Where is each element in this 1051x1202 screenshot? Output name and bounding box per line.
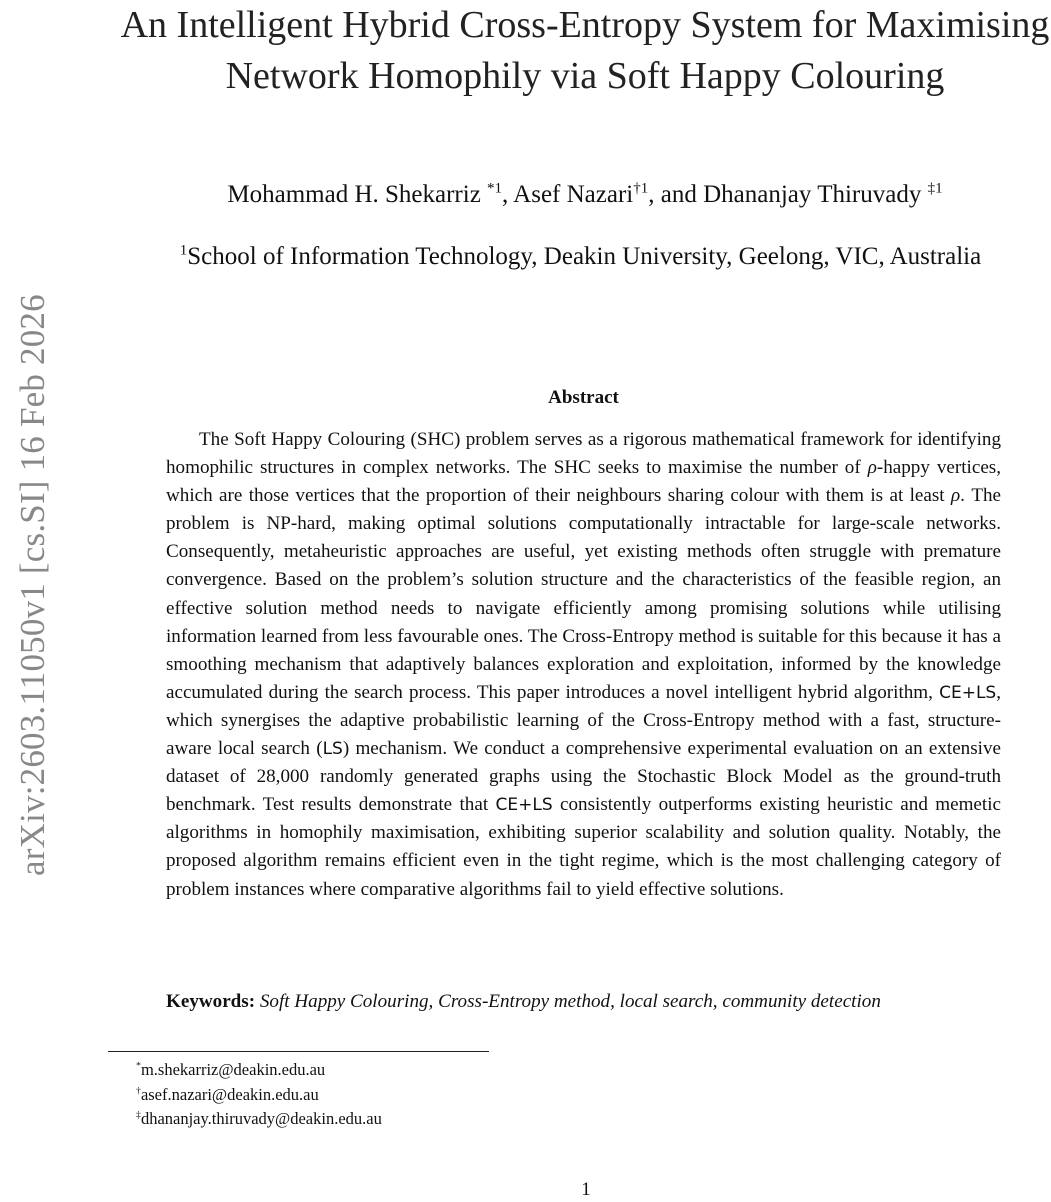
footnote-item — [136, 1058, 382, 1083]
algorithm-name: CE+LS — [495, 795, 553, 816]
footnote-mark: * — [136, 1060, 141, 1072]
paper-title: An Intelligent Hybrid Cross-Entropy System for Maximising Network Homophily via Soft Happy Colouring — [120, 4, 1050, 97]
abstract-segment: ) mechanism. We conduct a comprehensive experimental evaluation on an extensive dataset of 28,000 randomly generated graphs using the Stochastic Block Model as the ground-truth benchmark. Test results demonstrate that — [166, 738, 1001, 816]
footnote-item — [136, 1107, 382, 1132]
abstract-segment: consistently outperforms existing heuristic and memetic algorithms in homophily maximisation, exhibiting superior scalability and solution quality. Notably, the proposed algorithm remains efficient even in the tight regime, which is the most challenging category of problem instances where comparative algorithms fail to yield effective solutions. — [166, 794, 1001, 900]
footnote-email: m.shekarriz@deakin.edu.au — [140, 1060, 326, 1079]
author-name: Mohammad H. Shekarriz — [227, 181, 481, 208]
keywords-line — [166, 988, 1001, 1016]
author-name: Asef Nazari — [513, 181, 634, 208]
abstract-text — [166, 426, 1001, 904]
abstract-segment: -happy vertices, which are those vertices that the proportion of their neighbours sharing colour with them is at least — [166, 457, 1002, 507]
abstract-heading: Abstract — [548, 387, 619, 408]
footnote-mark: † — [136, 1085, 141, 1096]
footnotes — [136, 1058, 382, 1132]
author-footnote-mark: †1 — [633, 180, 649, 197]
author-name: Dhananjay Thiruvady — [703, 181, 922, 208]
arxiv-identifier-stamp: arXiv:2603.11050v1 [cs.SI] 16 Feb 2026 — [13, 294, 52, 876]
rho-symbol: ρ — [951, 485, 961, 507]
keywords-label: Keywords: — [166, 991, 256, 1012]
affiliation-mark: 1 — [179, 242, 188, 259]
footnote-email: asef.nazari@deakin.edu.au — [140, 1084, 319, 1104]
abstract-segment: The Soft Happy Colouring (SHC) problem serves as a rigorous mathematical framework for identifying homophilic structures in complex networks. The SHC seeks to maximise the number of — [166, 429, 1001, 479]
author-list — [120, 179, 1050, 211]
page-number: 1 — [581, 1179, 591, 1200]
author-footnote-mark: *1 — [487, 180, 503, 197]
keywords-text: Soft Happy Colouring, Cross-Entropy method, local search, community detection — [259, 991, 881, 1012]
abstract-segment: , which synergises the adaptive probabilistic learning of the Cross-Entropy method with a fast, structure-aware local search ( — [166, 681, 1001, 760]
author-footnote-mark: ‡1 — [927, 180, 943, 197]
footnote-email: dhananjay.thiruvady@deakin.edu.au — [140, 1109, 382, 1128]
author-separator: , — [502, 181, 514, 208]
local-search-abbrev: LS — [322, 739, 343, 760]
rho-symbol: ρ — [867, 457, 877, 479]
author-separator: , and — [648, 181, 704, 208]
footnote-mark: ‡ — [136, 1109, 141, 1121]
footnote-divider — [108, 1051, 489, 1052]
affiliation-text: School of Information Technology, Deakin University, Geelong, VIC, Australia — [187, 243, 982, 270]
algorithm-name: CE+LS — [939, 682, 997, 703]
footnote-item — [136, 1083, 382, 1108]
author-affiliation — [110, 241, 1051, 273]
abstract-segment: . The problem is NP-hard, making optimal solutions computationally intractable for large-scale networks. Consequently, metaheuristic approaches are useful, yet existing methods often struggle with premature convergence. Based on the problem’s solution structure and the characteristics of the feasible region, an effective solution method needs to navigate efficiently among promising solutions while utilising information learned from less favourable ones. The Cross-Entropy method is suitable for this because it has a smoothing mechanism that adaptively balances exploration and exploitation, informed by the knowledge accumulated during the search process. This paper introduces a novel intelligent hybrid algorithm, — [166, 485, 1002, 703]
